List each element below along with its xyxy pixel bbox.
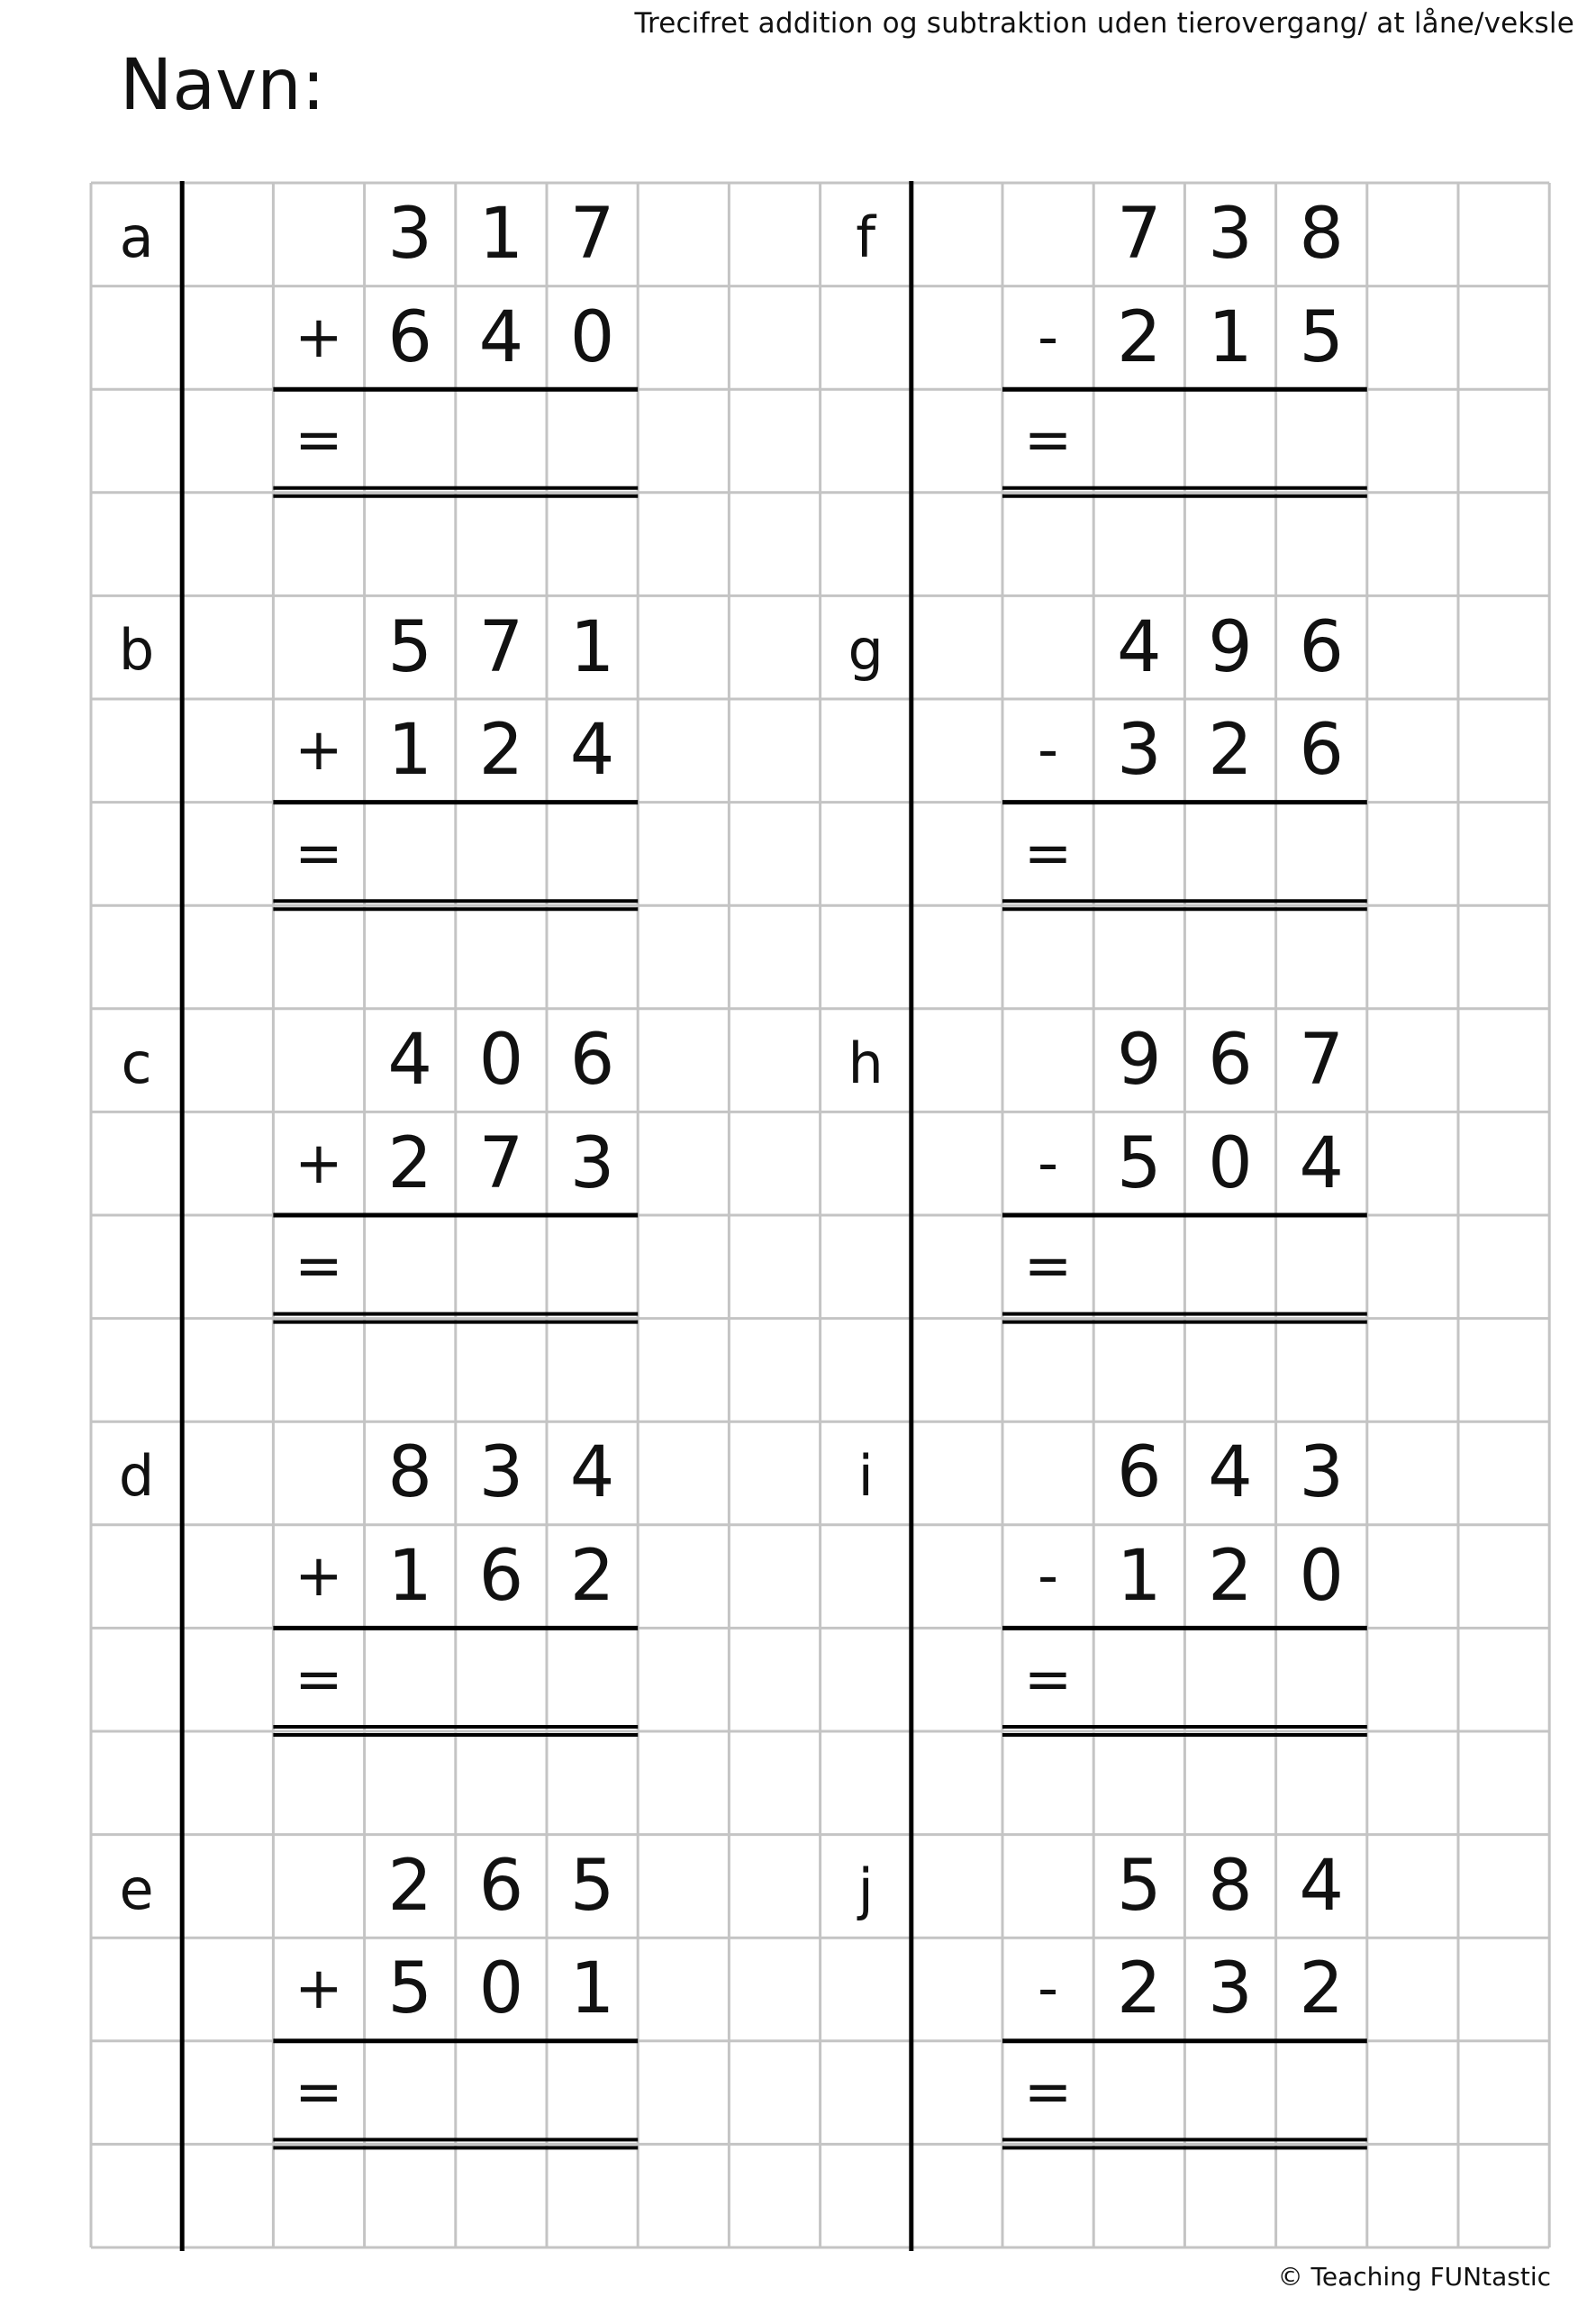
problem-letter: a — [119, 204, 154, 270]
digit-top: 3 — [1299, 1432, 1344, 1514]
digit-top: 7 — [569, 194, 615, 276]
equals-sign: = — [1023, 1646, 1073, 1713]
plus-sign: + — [295, 1130, 343, 1197]
equals-sign: = — [1023, 820, 1073, 887]
equals-sign: = — [1023, 2059, 1073, 2127]
answer-field[interactable] — [365, 2041, 639, 2145]
equals-sign: = — [295, 1646, 343, 1713]
plus-sign: + — [295, 1543, 343, 1611]
digit-top: 9 — [1208, 606, 1253, 688]
digit-top: 6 — [569, 1020, 615, 1102]
digit-top: 8 — [387, 1432, 432, 1514]
equals-sign: = — [295, 2059, 343, 2127]
digit-bottom: 4 — [1299, 1122, 1344, 1204]
digit-top: 8 — [1299, 194, 1344, 276]
digit-bottom: 1 — [569, 1948, 615, 2030]
copyright-footer: © Teaching FUNtastic — [1277, 2262, 1551, 2292]
equals-sign: = — [1023, 1233, 1073, 1301]
digit-bottom: 1 — [387, 1536, 432, 1618]
problem-letter: f — [856, 204, 876, 270]
answer-field[interactable] — [1093, 1628, 1367, 1731]
digit-top: 3 — [387, 194, 432, 276]
answer-field[interactable] — [365, 803, 639, 906]
digit-top: 3 — [1208, 194, 1253, 276]
digit-bottom: 2 — [1208, 710, 1253, 792]
digit-top: 5 — [1116, 1845, 1162, 1927]
digit-top: 1 — [569, 606, 615, 688]
equals-sign: = — [295, 820, 343, 887]
digit-bottom: 0 — [1208, 1122, 1253, 1204]
digit-top: 6 — [1299, 606, 1344, 688]
name-label: Navn: — [120, 45, 326, 126]
digit-bottom: 1 — [387, 710, 432, 792]
problem-letter: c — [121, 1030, 152, 1096]
digit-bottom: 4 — [478, 296, 524, 378]
digit-top: 4 — [1299, 1845, 1344, 1927]
digit-top: 6 — [1116, 1432, 1162, 1514]
problem-letter: g — [848, 617, 884, 684]
answer-field[interactable] — [365, 1628, 639, 1731]
digit-top: 4 — [1116, 606, 1162, 688]
problem-letter: h — [848, 1030, 884, 1096]
answer-field[interactable] — [1093, 389, 1367, 493]
minus-sign: - — [1038, 717, 1059, 785]
digit-top: 8 — [1208, 1845, 1253, 1927]
digit-top: 6 — [1208, 1020, 1253, 1102]
digit-bottom: 2 — [569, 1536, 615, 1618]
equals-sign: = — [1023, 407, 1073, 475]
digit-top: 7 — [478, 606, 524, 688]
digit-bottom: 3 — [1208, 1948, 1253, 2030]
answer-field[interactable] — [1093, 2041, 1367, 2145]
digit-bottom: 1 — [1208, 296, 1253, 378]
equals-sign: = — [295, 407, 343, 475]
digit-top: 6 — [478, 1845, 524, 1927]
digit-bottom: 2 — [1116, 1948, 1162, 2030]
digit-bottom: 2 — [478, 710, 524, 792]
answer-field[interactable] — [1093, 1215, 1367, 1319]
digit-bottom: 0 — [569, 296, 615, 378]
digit-bottom: 0 — [1299, 1536, 1344, 1618]
digit-bottom: 3 — [569, 1122, 615, 1204]
minus-sign: - — [1038, 1130, 1059, 1197]
digit-bottom: 3 — [1116, 710, 1162, 792]
digit-top: 5 — [569, 1845, 615, 1927]
digit-bottom: 4 — [569, 710, 615, 792]
plus-sign: + — [295, 304, 343, 371]
digit-bottom: 0 — [478, 1948, 524, 2030]
digit-bottom: 1 — [1116, 1536, 1162, 1618]
digit-top: 7 — [1299, 1020, 1344, 1102]
digit-bottom: 7 — [478, 1122, 524, 1204]
problem-letter: e — [119, 1856, 154, 1922]
minus-sign: - — [1038, 1956, 1059, 2023]
digit-top: 7 — [1116, 194, 1162, 276]
minus-sign: - — [1038, 304, 1059, 371]
worksheet-subtitle: Trecifret addition og subtraktion uden tierovergang/ at låne/veksle — [634, 7, 1574, 40]
digit-top: 2 — [387, 1845, 432, 1927]
digit-bottom: 5 — [1299, 296, 1344, 378]
digit-top: 3 — [478, 1432, 524, 1514]
problem-letter: d — [118, 1443, 155, 1510]
equals-sign: = — [295, 1233, 343, 1301]
problem-letter: j — [857, 1856, 874, 1922]
digit-bottom: 2 — [1299, 1948, 1344, 2030]
problem-letter: b — [118, 617, 155, 684]
digit-bottom: 6 — [1299, 710, 1344, 792]
digit-top: 4 — [387, 1020, 432, 1102]
digit-bottom: 6 — [478, 1536, 524, 1618]
digit-top: 1 — [478, 194, 524, 276]
plus-sign: + — [295, 717, 343, 785]
digit-bottom: 2 — [387, 1122, 432, 1204]
plus-sign: + — [295, 1956, 343, 2023]
minus-sign: - — [1038, 1543, 1059, 1611]
answer-field[interactable] — [365, 1215, 639, 1319]
digit-bottom: 5 — [387, 1948, 432, 2030]
digit-bottom: 2 — [1116, 296, 1162, 378]
digit-bottom: 5 — [1116, 1122, 1162, 1204]
digit-top: 0 — [478, 1020, 524, 1102]
digit-bottom: 2 — [1208, 1536, 1253, 1618]
digit-top: 9 — [1116, 1020, 1162, 1102]
answer-field[interactable] — [365, 389, 639, 493]
answer-field[interactable] — [1093, 803, 1367, 906]
digit-top: 5 — [387, 606, 432, 688]
digit-bottom: 6 — [387, 296, 432, 378]
problem-letter: i — [857, 1443, 874, 1510]
digit-top: 4 — [569, 1432, 615, 1514]
digit-top: 4 — [1208, 1432, 1253, 1514]
